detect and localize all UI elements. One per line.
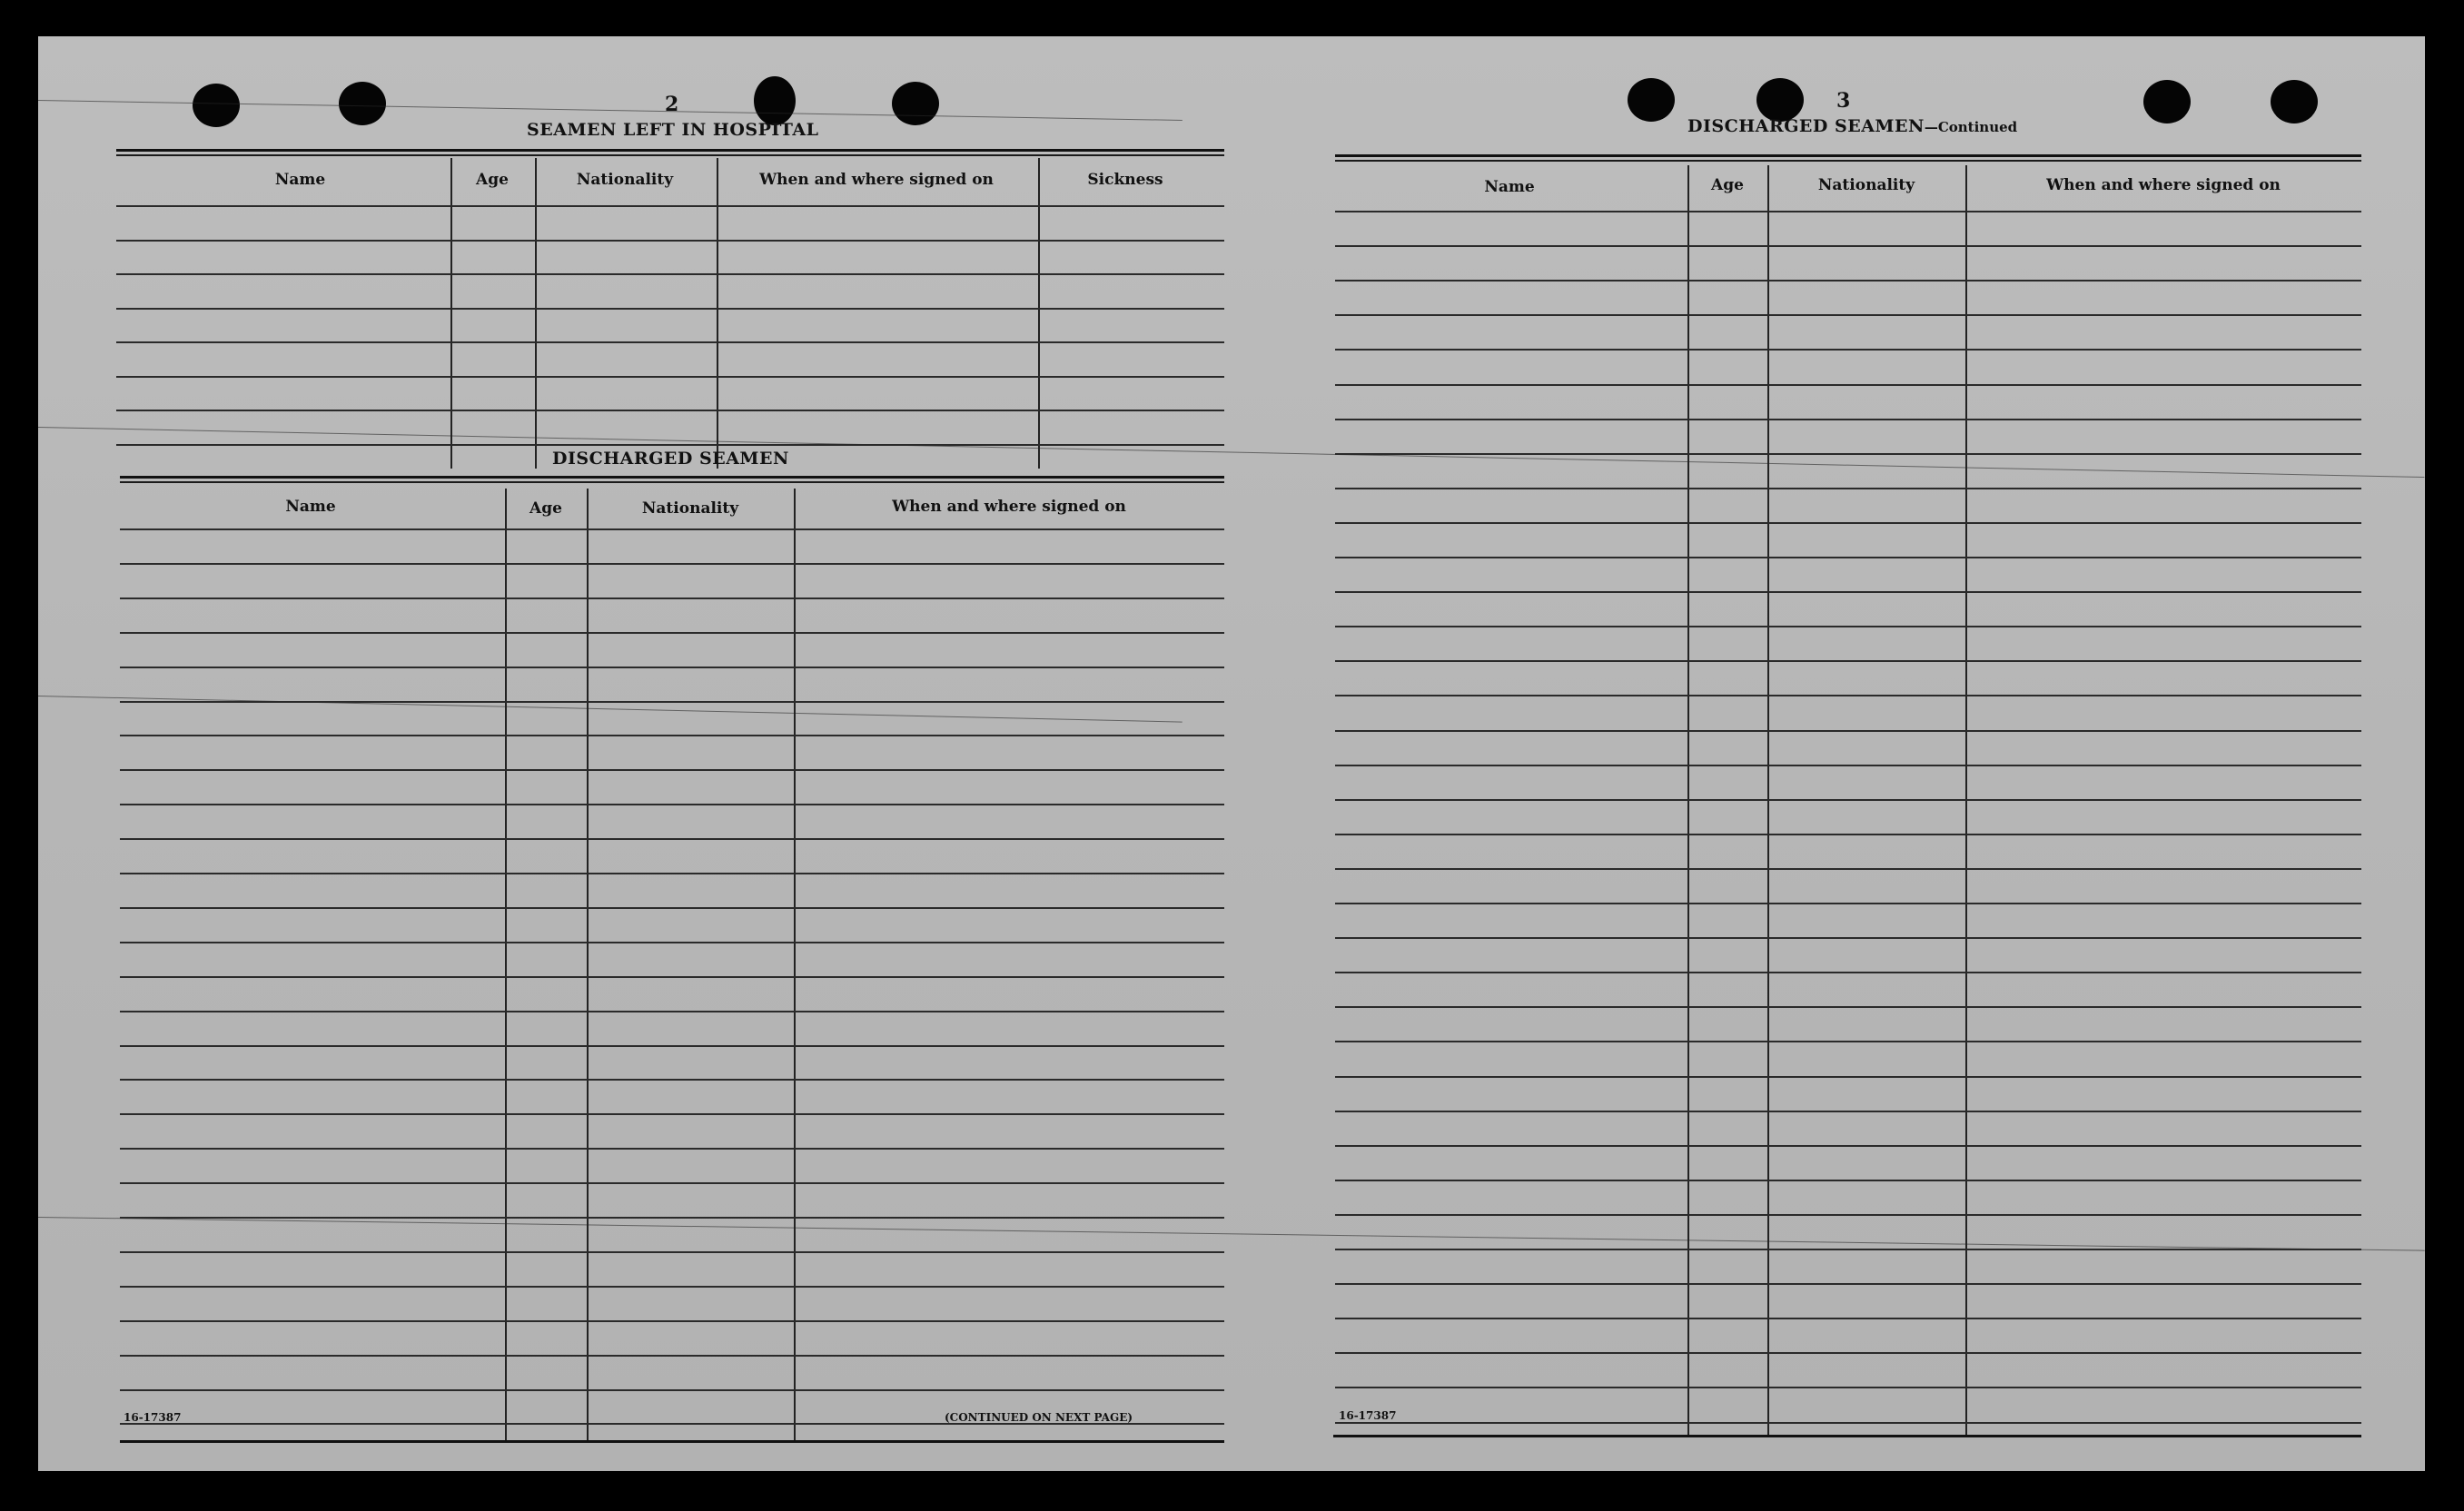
right-blank-row bbox=[1335, 1318, 2361, 1319]
hospital-col-sickness: Sickness bbox=[1087, 171, 1163, 189]
right-blank-row bbox=[1335, 1249, 2361, 1250]
hospital-blank-row bbox=[116, 410, 1224, 411]
hospital-blank-row bbox=[116, 444, 1224, 446]
page-number-right: 3 bbox=[1836, 89, 1851, 113]
right-col-signed-on: When and where signed on bbox=[2046, 176, 2281, 194]
right-top-rule-2 bbox=[1335, 160, 2361, 162]
discharged-blank-row bbox=[120, 667, 1224, 668]
punch-hole bbox=[2271, 80, 2318, 123]
discharged-blank-row bbox=[120, 563, 1224, 565]
right-blank-row bbox=[1335, 522, 2361, 524]
hospital-blank-row bbox=[116, 376, 1224, 378]
right-blank-row bbox=[1335, 937, 2361, 939]
right-blank-row bbox=[1335, 591, 2361, 593]
discharged-blank-row bbox=[120, 1148, 1224, 1150]
right-blank-row bbox=[1335, 695, 2361, 696]
discharged-blank-row bbox=[120, 701, 1224, 703]
discharged-continued-title bbox=[1687, 116, 2017, 136]
discharged-continued-title-text: DISCHARGED SEAMEN bbox=[1687, 116, 1925, 136]
right-col-age: Age bbox=[1711, 176, 1744, 194]
right-blank-row bbox=[1335, 1352, 2361, 1354]
discharged-top-rule-2 bbox=[120, 481, 1224, 483]
punch-hole bbox=[339, 82, 386, 125]
right-blank-row bbox=[1335, 765, 2361, 766]
paper-crease bbox=[38, 696, 1183, 723]
right-blank-row bbox=[1335, 453, 2361, 455]
discharged-blank-row bbox=[120, 597, 1224, 599]
hospital-blank-row bbox=[116, 240, 1224, 242]
discharged-col-age: Age bbox=[529, 499, 562, 518]
right-blank-row bbox=[1335, 730, 2361, 732]
right-blank-row bbox=[1335, 799, 2361, 801]
right-blank-row bbox=[1335, 211, 2361, 212]
right-blank-row bbox=[1335, 660, 2361, 662]
right-blank-row bbox=[1335, 1006, 2361, 1008]
right-blank-row bbox=[1335, 1387, 2361, 1388]
hospital-blank-row bbox=[116, 308, 1224, 310]
right-blank-row bbox=[1335, 1076, 2361, 1078]
discharged-blank-row bbox=[120, 1011, 1224, 1012]
right-blank-row bbox=[1335, 1283, 2361, 1285]
discharged-blank-row bbox=[120, 1251, 1224, 1253]
punch-hole bbox=[1756, 78, 1804, 122]
right-col-divider bbox=[1687, 165, 1689, 1437]
discharged-blank-row bbox=[120, 735, 1224, 736]
right-blank-row bbox=[1335, 626, 2361, 627]
form-number-left: 16-17387 bbox=[124, 1411, 182, 1424]
hospital-col-nationality: Nationality bbox=[576, 171, 674, 189]
right-blank-row bbox=[1335, 1145, 2361, 1147]
hospital-blank-row bbox=[116, 273, 1224, 275]
right-blank-row bbox=[1335, 972, 2361, 973]
discharged-col-name: Name bbox=[285, 498, 336, 516]
right-blank-row bbox=[1335, 1180, 2361, 1181]
discharged-blank-row bbox=[120, 632, 1224, 634]
right-blank-row bbox=[1335, 1214, 2361, 1216]
continued-suffix: —Continued bbox=[1924, 119, 2018, 135]
right-blank-row bbox=[1335, 1422, 2361, 1424]
paper-crease bbox=[38, 1217, 2425, 1251]
right-blank-row bbox=[1335, 314, 2361, 316]
right-bottom-rule bbox=[1333, 1435, 2361, 1437]
right-blank-row bbox=[1335, 903, 2361, 904]
continued-note: (CONTINUED ON NEXT PAGE) bbox=[945, 1411, 1133, 1424]
right-blank-row bbox=[1335, 419, 2361, 420]
discharged-col-nationality: Nationality bbox=[641, 499, 739, 518]
hospital-col-signed-on: When and where signed on bbox=[759, 171, 994, 189]
discharged-blank-row bbox=[120, 942, 1224, 943]
right-blank-row bbox=[1335, 245, 2361, 247]
right-blank-row bbox=[1335, 349, 2361, 351]
discharged-blank-row bbox=[120, 976, 1224, 978]
discharged-blank-row bbox=[120, 1320, 1224, 1322]
right-blank-row bbox=[1335, 488, 2361, 489]
right-col-divider bbox=[1965, 165, 1967, 1437]
punch-hole bbox=[754, 76, 796, 125]
discharged-top-rule bbox=[120, 476, 1224, 479]
discharged-blank-row bbox=[120, 873, 1224, 874]
punch-hole bbox=[2143, 80, 2191, 123]
discharged-blank-row bbox=[120, 1355, 1224, 1357]
right-blank-row bbox=[1335, 1111, 2361, 1112]
discharged-blank-row bbox=[120, 907, 1224, 909]
discharged-bottom-rule bbox=[120, 1440, 1224, 1443]
right-blank-row bbox=[1335, 834, 2361, 835]
right-top-rule bbox=[1335, 154, 2361, 157]
right-blank-row bbox=[1335, 280, 2361, 281]
hospital-col-age: Age bbox=[476, 171, 509, 189]
discharged-blank-row bbox=[120, 1079, 1224, 1081]
discharged-blank-row bbox=[120, 838, 1224, 840]
right-col-divider bbox=[1767, 165, 1769, 1437]
discharged-blank-row bbox=[120, 1286, 1224, 1288]
discharged-blank-row bbox=[120, 1045, 1224, 1047]
discharged-col-signed-on: When and where signed on bbox=[892, 498, 1126, 516]
hospital-top-rule-2 bbox=[116, 154, 1224, 156]
discharged-blank-row bbox=[120, 804, 1224, 805]
discharged-blank-row bbox=[120, 1217, 1224, 1219]
form-number-right: 16-17387 bbox=[1339, 1409, 1397, 1422]
hospital-blank-row bbox=[116, 205, 1224, 207]
discharged-blank-row bbox=[120, 528, 1224, 530]
form-sheet bbox=[38, 36, 2425, 1471]
right-col-nationality: Nationality bbox=[1817, 176, 1915, 194]
hospital-section-title: SEAMEN LEFT IN HOSPITAL bbox=[527, 120, 819, 140]
discharged-blank-row bbox=[120, 1113, 1224, 1115]
discharged-blank-row bbox=[120, 1182, 1224, 1184]
discharged-blank-row bbox=[120, 1389, 1224, 1391]
right-blank-row bbox=[1335, 557, 2361, 558]
right-blank-row bbox=[1335, 1041, 2361, 1042]
punch-hole bbox=[193, 84, 240, 127]
discharged-section-title: DISCHARGED SEAMEN bbox=[552, 449, 789, 469]
hospital-col-name: Name bbox=[274, 171, 326, 189]
punch-hole bbox=[1628, 78, 1675, 122]
hospital-blank-row bbox=[116, 341, 1224, 343]
hospital-top-rule bbox=[116, 149, 1224, 152]
discharged-blank-row bbox=[120, 769, 1224, 771]
right-blank-row bbox=[1335, 384, 2361, 386]
page-number-left: 2 bbox=[665, 93, 679, 116]
right-blank-row bbox=[1335, 868, 2361, 870]
right-col-name: Name bbox=[1484, 178, 1535, 196]
punch-hole bbox=[892, 82, 939, 125]
